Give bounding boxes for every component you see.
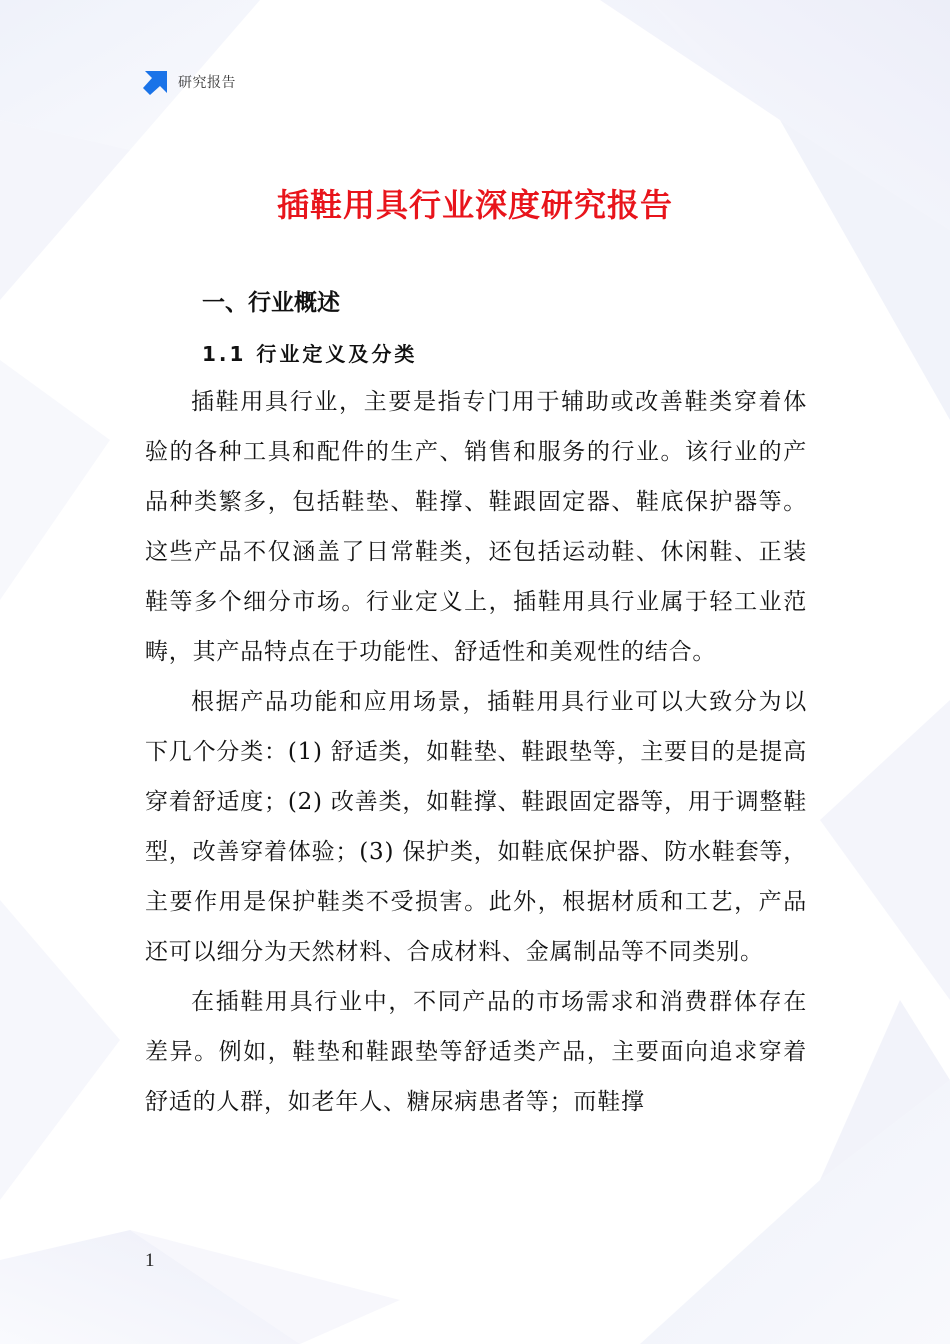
header-label: 研究报告 [178,75,236,91]
paragraph: 在插鞋用具行业中，不同产品的市场需求和消费群体存在差异。例如，鞋垫和鞋跟垫等舒适类产品，主要面向追求穿着舒适的人群，如老年人、糖尿病患者等；而鞋撑 [145,989,807,1115]
body-content [145,377,807,1127]
paragraph: 插鞋用具行业，主要是指专门用于辅助或改善鞋类穿着体验的各种工具和配件的生产、销售和服务的行业。该行业的产品种类繁多，包括鞋垫、鞋撑、鞋跟固定器、鞋底保护器等。这些产品不仅涵盖了日常鞋类，还包括运动鞋、休闲鞋、正装鞋等多个细分市场。行业定义上，插鞋用具行业属于轻工业范畴，其产品特点在于功能性、舒适性和美观性的结合。 [145,389,807,665]
document-title: 插鞋用具行业深度研究报告 [276,186,673,224]
section-heading: 一、行业概述 [202,290,340,316]
page-number: 1 [145,1250,155,1271]
paragraph: 根据产品功能和应用场景，插鞋用具行业可以大致分为以下几个分类：(1) 舒适类，如鞋垫、鞋跟垫等，主要目的是提高穿着舒适度；(2) 改善类，如鞋撑、鞋跟固定器等，用于调整鞋型，改善穿着体验；(3) 保护类，如鞋底保护器、防水鞋套等，主要作用是保护鞋类不受损害。此外，根据材质和工艺，产品还可以细分为天然材料、合成材料、金属制品等不同类别。 [145,689,807,965]
subsection-heading: 1.1 行业定义及分类 [202,342,418,366]
report-header [143,68,236,96]
arrow-up-right-icon [143,69,169,95]
